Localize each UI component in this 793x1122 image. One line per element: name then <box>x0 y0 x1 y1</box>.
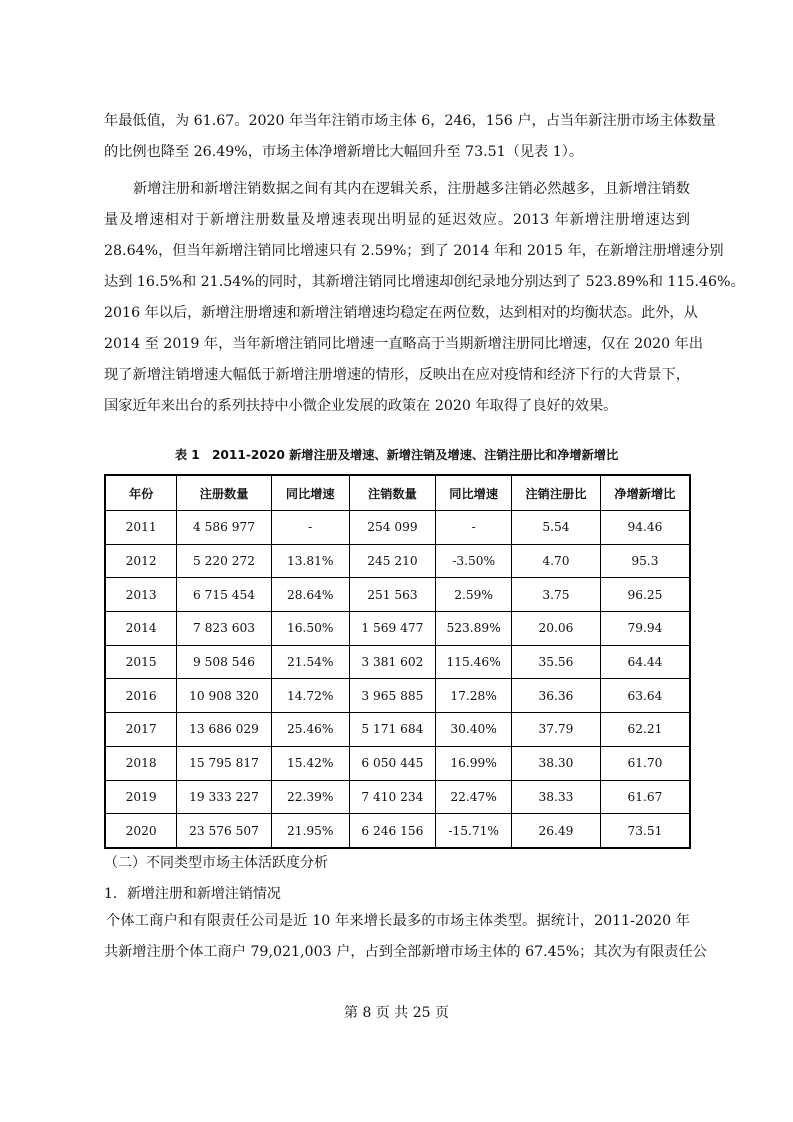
table-cell: 94.46 <box>600 511 690 545</box>
table-row <box>105 544 690 578</box>
table-cell: 63.64 <box>600 679 690 713</box>
table-cell: 16.99% <box>436 746 512 780</box>
table-cell: 6 715 454 <box>177 578 272 612</box>
table-cell: 30.40% <box>436 713 512 747</box>
table-cell: 4 586 977 <box>177 511 272 545</box>
table-cell: 9 508 546 <box>177 645 272 679</box>
table-cell: 17.28% <box>436 679 512 713</box>
table-cell: 7 410 234 <box>349 780 436 814</box>
table-cell: 2011 <box>105 511 177 545</box>
text-line: 28.64%，但当年新增注销同比增速只有 2.59%；到了 2014 年和 2015 年，在新增注册增速分别 <box>104 243 724 259</box>
table-cell: 2012 <box>105 544 177 578</box>
table-cell: 14.72% <box>271 679 349 713</box>
header-registrations: 注册数量 <box>177 475 272 511</box>
table-cell: 13 686 029 <box>177 713 272 747</box>
table-cell: 3 381 602 <box>349 645 436 679</box>
text-line: 的比例也降至 26.49%，市场主体净增新增比大幅回升至 73.51（见表 1）。 <box>104 144 584 160</box>
table-cell: 23 576 507 <box>177 814 272 848</box>
table-cell: -15.71% <box>436 814 512 848</box>
data-table <box>104 474 691 849</box>
table-cell: 523.89% <box>436 612 512 646</box>
table-cell: 6 050 445 <box>349 746 436 780</box>
table-row <box>105 645 690 679</box>
text-line: 新增注册和新增注销数据之间有其内在逻辑关系，注册越多注销必然越多，且新增注销数 <box>133 181 690 197</box>
table-row <box>105 713 690 747</box>
table-cell: 115.46% <box>436 645 512 679</box>
text-line: 2016 年以后，新增注册增速和新增注销增速均稳定在两位数，达到相对的均衡状态。此外，从 <box>104 305 698 321</box>
table-cell: 79.94 <box>600 612 690 646</box>
header-cancellations: 注销数量 <box>349 475 436 511</box>
table-caption: 表 1 2011-2020 新增注册及增速、新增注销及增速、注销注册比和净增新增比 <box>174 448 619 462</box>
table-cell: 10 908 320 <box>177 679 272 713</box>
table-cell: 36.36 <box>512 679 601 713</box>
text-line: 2014 至 2019 年，当年新增注销同比增速一直略高于当期新增注册同比增速，仅在 2020 年出 <box>104 336 704 352</box>
table-cell: 19 333 227 <box>177 780 272 814</box>
table-cell: 37.79 <box>512 713 601 747</box>
table-cell: 7 823 603 <box>177 612 272 646</box>
table-cell: 20.06 <box>512 612 601 646</box>
table-cell: 245 210 <box>349 544 436 578</box>
table-cell: - <box>436 511 512 545</box>
header-net-new-ratio: 净增新增比 <box>600 475 690 511</box>
table-cell: 2019 <box>105 780 177 814</box>
table-row <box>105 578 690 612</box>
table-cell: 3.75 <box>512 578 601 612</box>
table-cell: 5.54 <box>512 511 601 545</box>
section-heading: （二）不同类型市场主体活跃度分析 <box>104 855 328 871</box>
table-cell: 2020 <box>105 814 177 848</box>
table-cell: 21.95% <box>271 814 349 848</box>
table-cell: 38.33 <box>512 780 601 814</box>
table-row <box>105 511 690 545</box>
table-cell: 2018 <box>105 746 177 780</box>
table-cell: 5 220 272 <box>177 544 272 578</box>
table-cell: 13.81% <box>271 544 349 578</box>
table-cell: 21.54% <box>271 645 349 679</box>
table-cell: 16.50% <box>271 612 349 646</box>
header-year: 年份 <box>105 475 177 511</box>
table-row <box>105 679 690 713</box>
table-cell: 95.3 <box>600 544 690 578</box>
table-cell: 6 246 156 <box>349 814 436 848</box>
subsection-heading: 1．新增注册和新增注销情况 <box>104 886 281 902</box>
table-cell: 3 965 885 <box>349 679 436 713</box>
table-cell: 2016 <box>105 679 177 713</box>
table-cell: 73.51 <box>600 814 690 848</box>
table-row <box>105 612 690 646</box>
table-row <box>105 814 690 848</box>
table-cell: 35.56 <box>512 645 601 679</box>
table-cell: 4.70 <box>512 544 601 578</box>
table-cell: 25.46% <box>271 713 349 747</box>
text-line: 达到 16.5%和 21.54%的同时，其新增注销同比增速却创纪录地分别达到了 523.89%和 115.46%。 <box>104 274 745 290</box>
table-row <box>105 780 690 814</box>
table-cell: 1 569 477 <box>349 612 436 646</box>
paragraph-1 <box>104 106 716 168</box>
table-cell: 61.67 <box>600 780 690 814</box>
table-cell: 38.30 <box>512 746 601 780</box>
table-cell: 61.70 <box>600 746 690 780</box>
header-cancel-register-ratio: 注销注册比 <box>512 475 601 511</box>
paragraph-3 <box>104 906 707 968</box>
table-cell: 2.59% <box>436 578 512 612</box>
text-line: 个体工商户和有限责任公司是近 10 年来增长最多的市场主体类型。据统计，2011-2020 年 <box>106 913 690 929</box>
table-cell: 62.21 <box>600 713 690 747</box>
table-cell: 2017 <box>105 713 177 747</box>
table-cell: 2015 <box>105 645 177 679</box>
page-footer: 第 8 页 共 25 页 <box>344 1005 449 1021</box>
text-line: 共新增注册个体工商户 79,021,003 户，占到全部新增市场主体的 67.45%；其次为有限责任公 <box>104 944 707 960</box>
text-line: 量及增速相对于新增注册数量及增速表现出明显的延迟效应。2013 年新增注册增速达到 <box>104 212 690 228</box>
table-cell: - <box>271 511 349 545</box>
table-cell: 22.39% <box>271 780 349 814</box>
table-cell: 22.47% <box>436 780 512 814</box>
table-cell: 96.25 <box>600 578 690 612</box>
table-cell: 251 563 <box>349 578 436 612</box>
paragraph-2 <box>104 174 745 422</box>
table-cell: 5 171 684 <box>349 713 436 747</box>
table-cell: 254 099 <box>349 511 436 545</box>
text-line: 年最低值，为 61.67。2020 年当年注销市场主体 6，246，156 户，占当年新注册市场主体数量 <box>104 113 716 129</box>
table-cell: 64.44 <box>600 645 690 679</box>
table-row <box>105 746 690 780</box>
table-cell: 26.49 <box>512 814 601 848</box>
header-registration-growth: 同比增速 <box>271 475 349 511</box>
table-header-row <box>105 475 690 511</box>
table-cell: 2014 <box>105 612 177 646</box>
text-line: 现了新增注销增速大幅低于新增注册增速的情形，反映出在应对疫情和经济下行的大背景下， <box>104 367 690 383</box>
header-cancellation-growth: 同比增速 <box>436 475 512 511</box>
table-cell: 15.42% <box>271 746 349 780</box>
text-line: 国家近年来出台的系列扶持中小微企业发展的政策在 2020 年取得了良好的效果。 <box>104 398 618 414</box>
table-cell: -3.50% <box>436 544 512 578</box>
table-cell: 15 795 817 <box>177 746 272 780</box>
table-cell: 2013 <box>105 578 177 612</box>
table-cell: 28.64% <box>271 578 349 612</box>
